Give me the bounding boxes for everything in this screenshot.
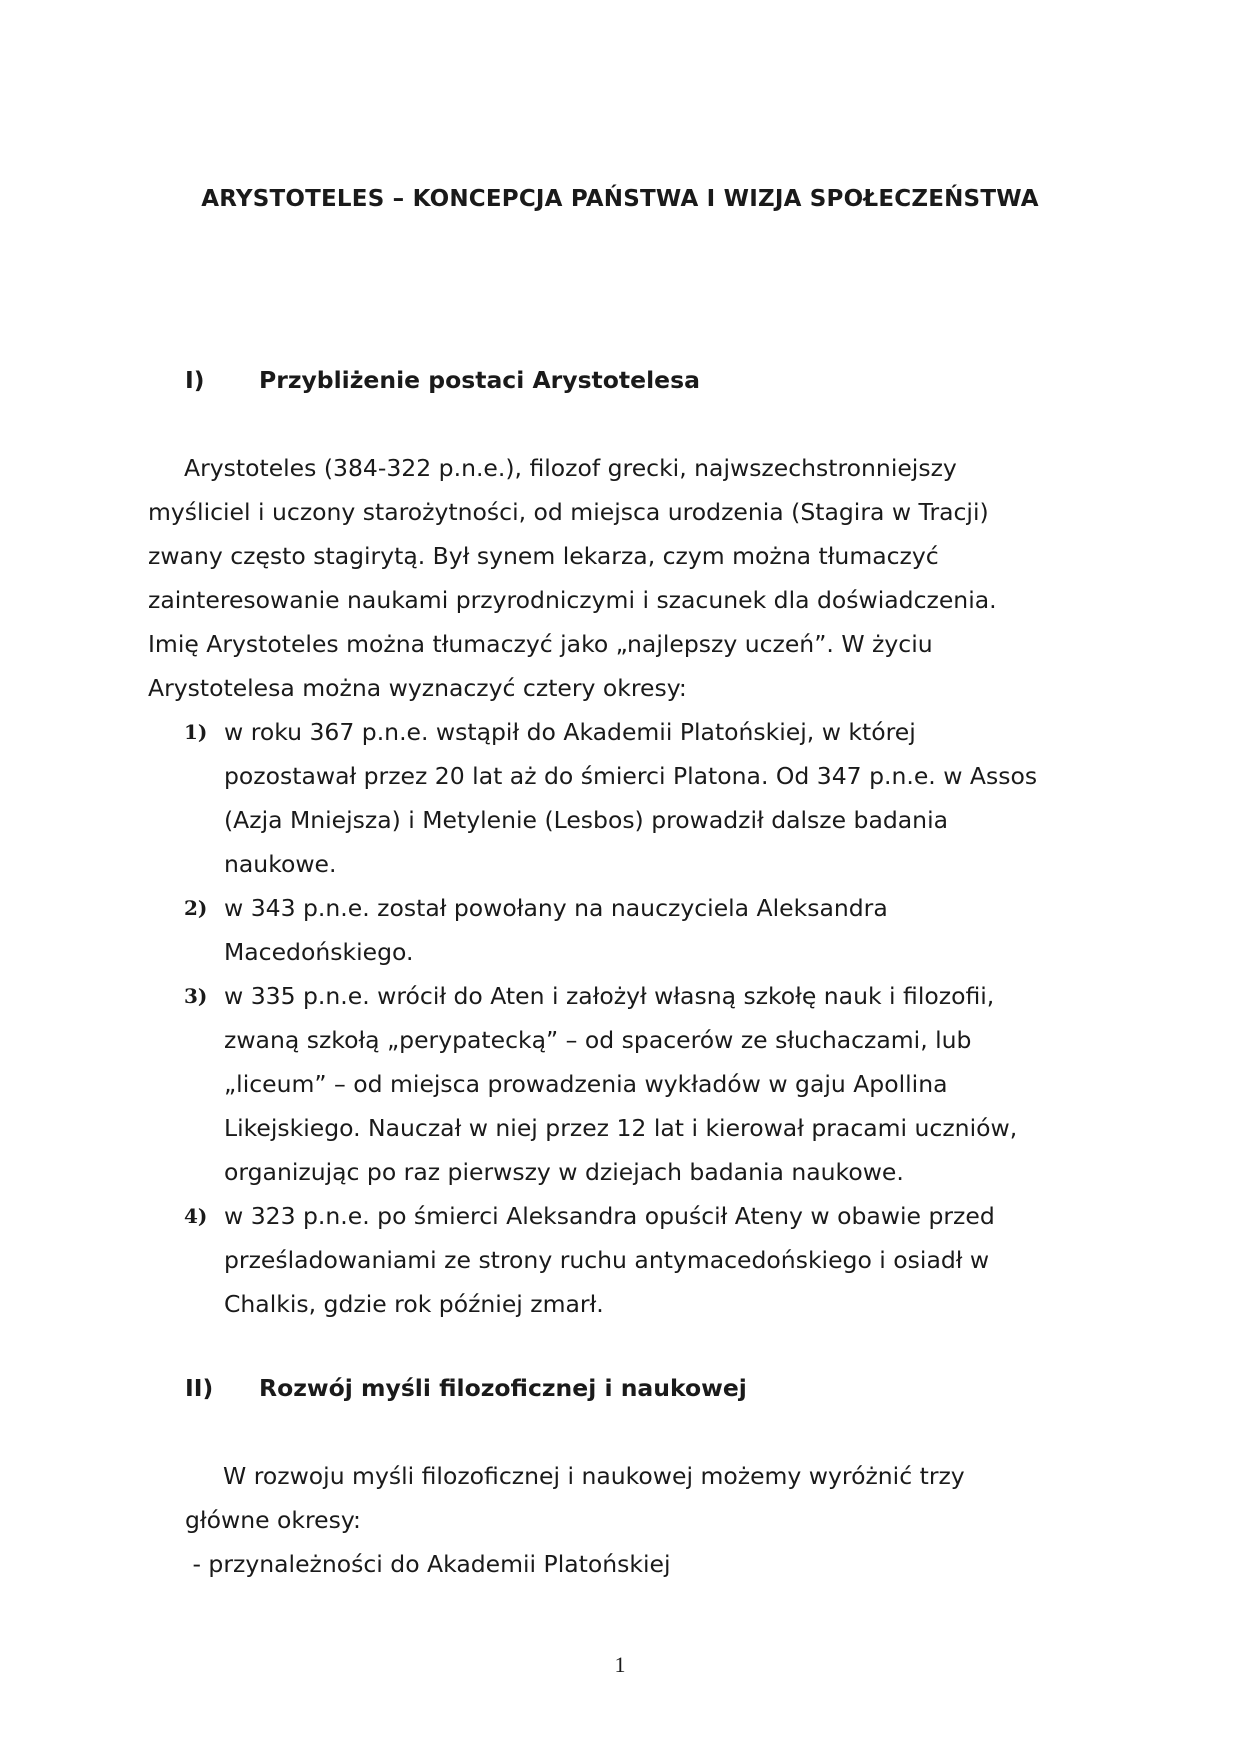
list-item-line: w roku 367 p.n.e. wstąpił do Akademii Platońskiej, w której: [224, 718, 916, 746]
paragraph-line: Arystotelesa można wyznaczyć cztery okresy:: [148, 674, 687, 702]
list-item-line: w 323 p.n.e. po śmierci Aleksandra opuścił Ateny w obawie przed: [224, 1202, 995, 1230]
paragraph-line: Arystoteles (384-322 p.n.e.), filozof grecki, najwszechstronniejszy: [184, 454, 957, 482]
list-item-line: w 343 p.n.e. został powołany na nauczyciela Aleksandra: [224, 894, 888, 922]
list-item-line: Likejskiego. Nauczał w niej przez 12 lat i kierował pracami uczniów,: [224, 1114, 1018, 1142]
list-item: [148, 886, 1108, 974]
list-item-line: naukowe.: [224, 850, 337, 878]
paragraph-line: myśliciel i uczony starożytności, od miejsca urodzenia (Stagira w Tracji): [148, 498, 989, 526]
paragraph-line: zainteresowanie naukami przyrodniczymi i szacunek dla doświadczenia.: [148, 586, 997, 614]
list-item-line: organizując po raz pierwszy w dziejach badania naukowe.: [224, 1158, 904, 1186]
list-item-line: Macedońskiego.: [224, 938, 414, 966]
paragraph-line: główne okresy:: [185, 1506, 361, 1534]
section-2-number: II): [185, 1374, 214, 1402]
paragraph-line: W rozwoju myśli filozoficznej i naukowej możemy wyróżnić trzy: [223, 1462, 965, 1490]
list-item: [148, 1194, 1108, 1326]
section-2-title: Rozwój myśli filozoficznej i naukowej: [259, 1374, 747, 1402]
document-title: ARYSTOTELES – KONCEPCJA PAŃSTWA I WIZJA SPOŁECZEŃSTWA: [201, 186, 1039, 212]
list-item-line: (Azja Mniejsza) i Metylenie (Lesbos) prowadził dalsze badania: [224, 806, 949, 834]
section-2-paragraph: [185, 1454, 965, 1586]
section-1-paragraph: [148, 446, 997, 710]
list-item-line: Chalkis, gdzie rok później zmarł.: [224, 1290, 604, 1318]
section-1-title: Przybliżenie postaci Arystotelesa: [259, 366, 700, 394]
list-marker: 1): [184, 720, 208, 744]
list-item-line: zwaną szkołą „perypatecką” – od spacerów ze słuchaczami, lub: [224, 1026, 972, 1054]
section-2-heading: [185, 1374, 747, 1402]
life-periods-list: [148, 710, 1108, 1326]
list-item-line: prześladowaniami ze strony ruchu antymacedońskiego i osiadł w: [224, 1246, 990, 1274]
list-marker: 2): [184, 896, 208, 920]
list-item: [148, 710, 1108, 886]
list-item: [148, 974, 1108, 1194]
list-item-line: „liceum” – od miejsca prowadzenia wykładów w gaju Apollina: [224, 1070, 948, 1098]
paragraph-line: - przynależności do Akademii Platońskiej: [185, 1550, 671, 1578]
list-marker: 3): [184, 984, 208, 1008]
list-item-line: w 335 p.n.e. wrócił do Aten i założył własną szkołę nauk i filozofii,: [224, 982, 995, 1010]
section-1-number: I): [185, 366, 205, 394]
page-number: 1: [614, 1652, 626, 1677]
paragraph-line: zwany często stagirytą. Był synem lekarza, czym można tłumaczyć: [148, 542, 939, 570]
list-marker: 4): [184, 1204, 208, 1228]
section-1-heading: [185, 366, 700, 394]
list-item-line: pozostawał przez 20 lat aż do śmierci Platona. Od 347 p.n.e. w Assos: [224, 762, 1038, 790]
paragraph-line: Imię Arystoteles można tłumaczyć jako „najlepszy uczeń”. W życiu: [148, 630, 933, 658]
